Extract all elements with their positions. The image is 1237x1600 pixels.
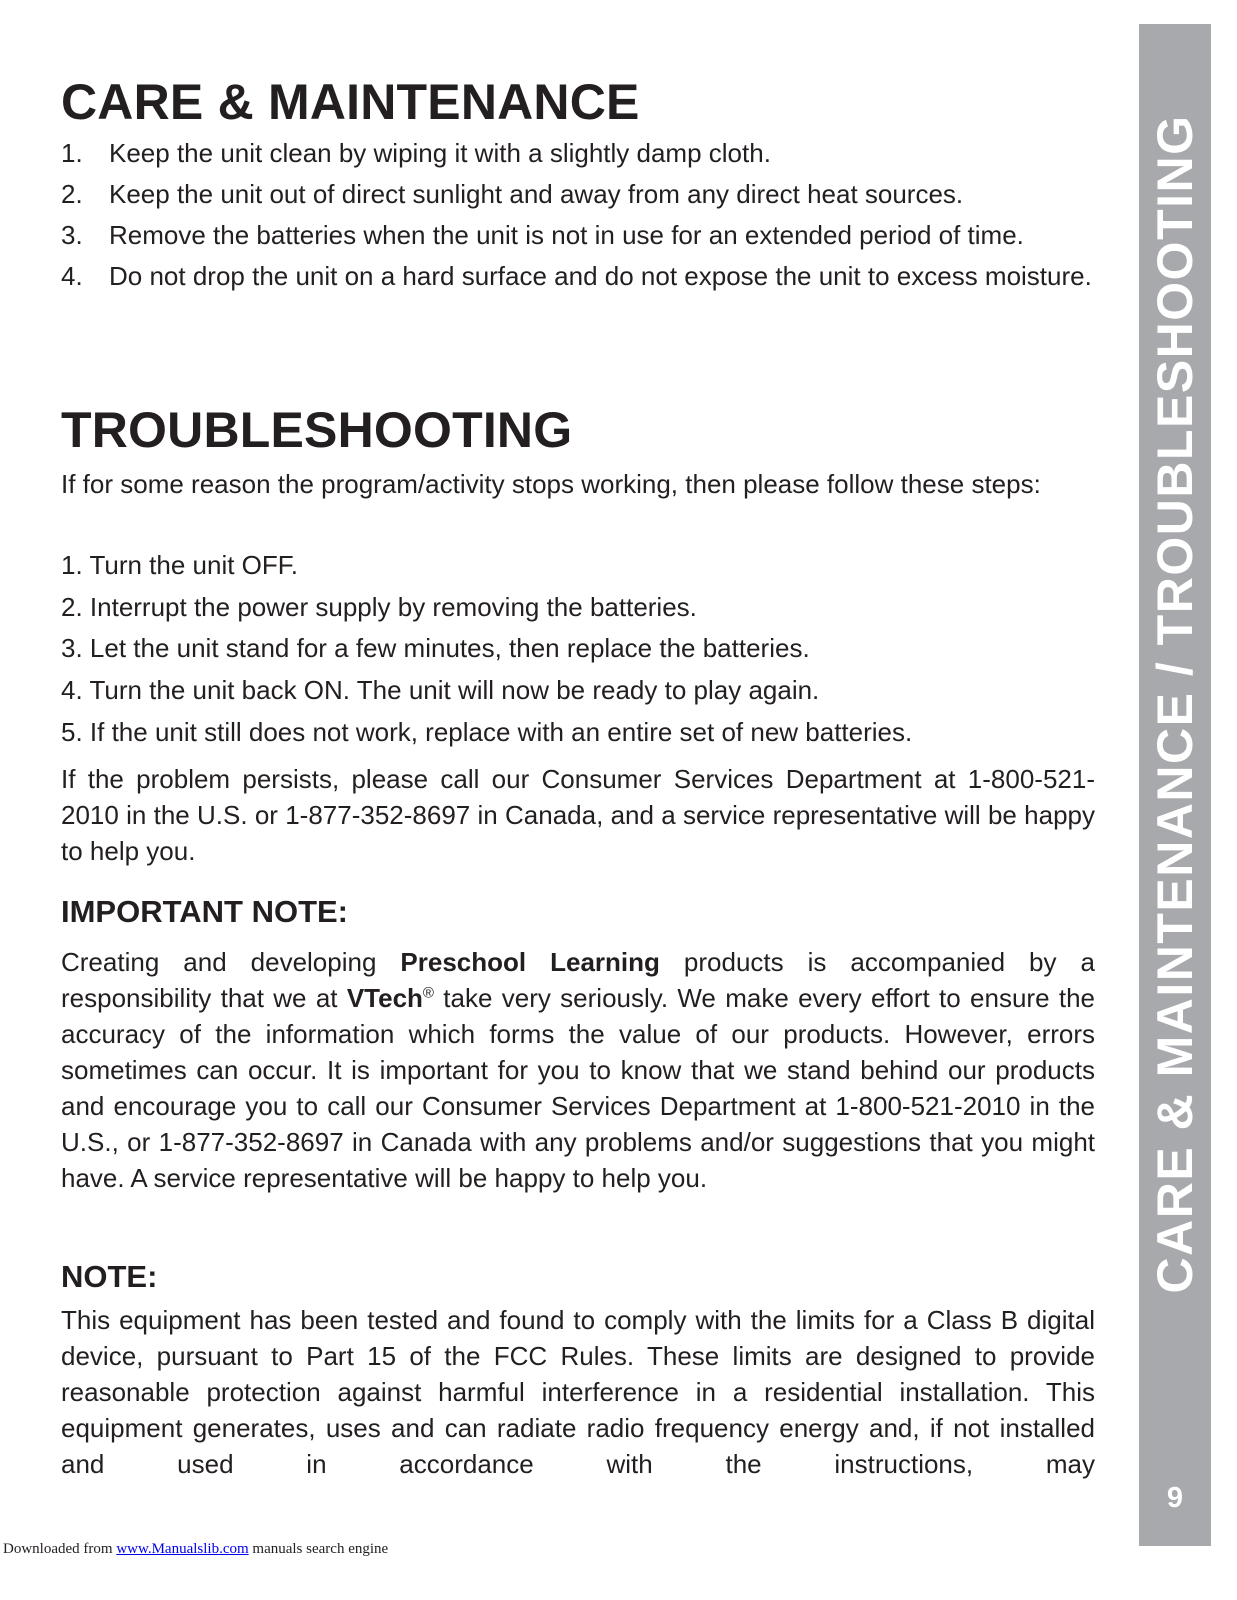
fcc-note-text: This equipment has been tested and found to comply with the limits for a Class B digital device, pursuant to Part 15 of the FCC Rules. These limits are designed to provide reasonable protection against harmful interference in a residential installation. This equipment generates, uses and can radiate radio frequency energy and, if not installed and used in accordance with the instructions, may bbox=[61, 1305, 1095, 1479]
list-number: 3. bbox=[61, 220, 83, 250]
important-note-text bbox=[61, 944, 1095, 1196]
troubleshooting-heading: TROUBLESHOOTING bbox=[61, 402, 573, 458]
important-note-heading: IMPORTANT NOTE: bbox=[61, 894, 349, 929]
brand-vtech: VTech bbox=[346, 983, 423, 1013]
section-side-tab bbox=[1139, 24, 1211, 1546]
list-item bbox=[61, 138, 1095, 169]
list-number: 4. bbox=[61, 261, 83, 291]
care-maintenance-heading: CARE & MAINTENANCE bbox=[61, 74, 640, 130]
step-item: 3. Let the unit stand for a few minutes, then replace the batteries. bbox=[61, 633, 810, 664]
step-item: 1. Turn the unit OFF. bbox=[61, 550, 298, 580]
important-text-part: products is accompanied by a responsibility that we at bbox=[61, 947, 1095, 1013]
note-heading: NOTE: bbox=[61, 1259, 158, 1294]
download-footer bbox=[3, 1541, 388, 1558]
manualslib-link[interactable]: www.Manualslib.com bbox=[116, 1541, 249, 1557]
list-item bbox=[61, 179, 1095, 210]
list-number: 2. bbox=[61, 179, 83, 209]
step-item: 4. Turn the unit back ON. The unit will now be ready to play again. bbox=[61, 675, 820, 706]
troubleshooting-intro: If for some reason the program/activity stops working, then please follow these steps: bbox=[61, 469, 1041, 499]
list-text: Do not drop the unit on a hard surface and do not expose the unit to excess moisture. bbox=[109, 261, 1092, 291]
brand-preschool-learning: Preschool Learning bbox=[400, 947, 660, 977]
footer-prefix: Downloaded from bbox=[3, 1541, 117, 1557]
side-tab-title: CARE & MAINTENANCE / TROUBLESHOOTING bbox=[1147, 114, 1203, 1294]
troubleshooting-steps bbox=[61, 550, 1095, 758]
list-text: Remove the batteries when the unit is not in use for an extended period of time. bbox=[109, 220, 1024, 250]
important-text-part: Creating and developing bbox=[61, 947, 401, 977]
important-text-part: take very seriously. We make every effort to ensure the accuracy of the information which forms the value of our products. However, errors sometimes can occur. It is important for you to know that we stand behind our products and encourage you to call our Consumer Services Department at 1-800-521-2010 in the U.S., or 1-877-352-8697 in Canada with any problems and/or suggestions that you might have. A service representative will be happy to help you. bbox=[61, 983, 1095, 1193]
list-item bbox=[61, 220, 1095, 251]
list-text: Keep the unit out of direct sunlight and away from any direct heat sources. bbox=[109, 179, 964, 209]
registered-mark: ® bbox=[422, 984, 434, 1002]
page-number: 9 bbox=[1166, 1482, 1184, 1514]
problem-persists-text: If the problem persists, please call our Consumer Services Department at 1-800-521-2010 in the U.S. or 1-877-352-8697 in Canada, and a service representative will be happy to help you. bbox=[61, 764, 1095, 866]
list-number: 1. bbox=[61, 138, 83, 168]
list-text: Keep the unit clean by wiping it with a slightly damp cloth. bbox=[109, 138, 771, 168]
care-list bbox=[61, 138, 1095, 302]
footer-suffix: manuals search engine bbox=[248, 1541, 389, 1557]
step-item: 2. Interrupt the power supply by removing the batteries. bbox=[61, 591, 697, 622]
step-item: 5. If the unit still does not work, replace with an entire set of new batteries. bbox=[61, 716, 913, 747]
list-item bbox=[61, 261, 1095, 292]
